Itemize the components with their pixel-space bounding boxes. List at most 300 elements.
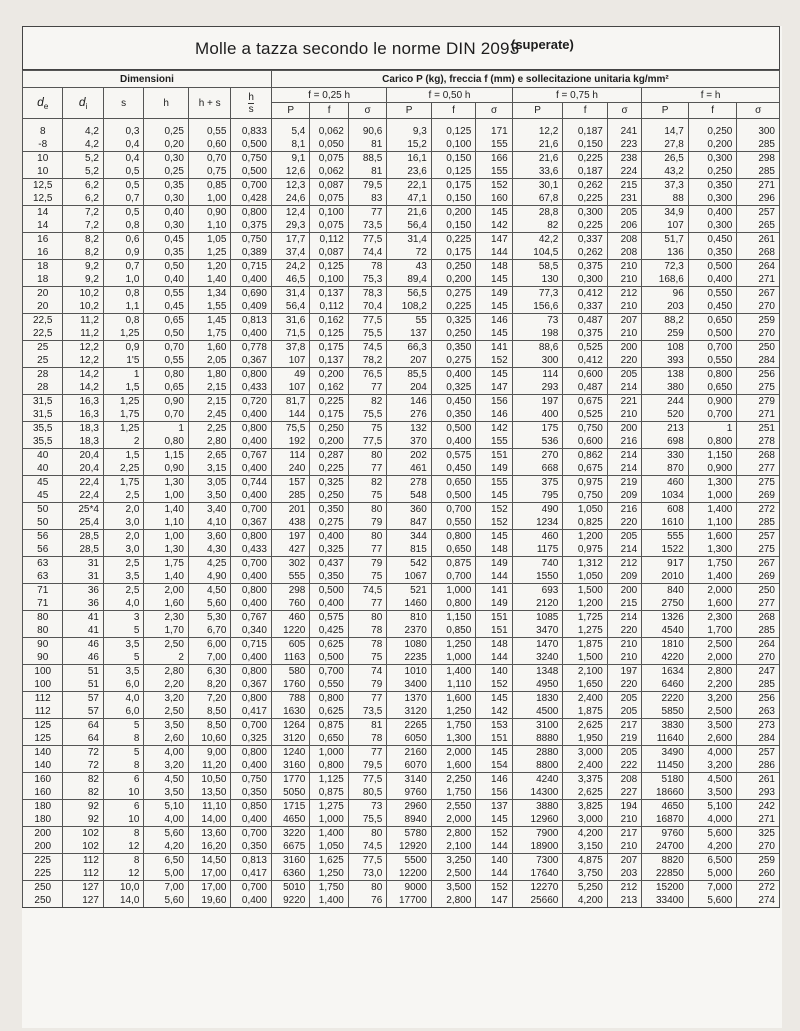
table-cell: 5010 [271,881,309,895]
table-cell: 1,25 [103,422,143,436]
table-cell: 74,5 [348,840,386,854]
table-cell: 224 [607,165,641,179]
table-cell: 3,50 [144,719,189,733]
table-cell: 140 [23,746,63,760]
col-de: $d_e$ [23,88,63,119]
table-cell: 0,3 [103,119,143,139]
table-row [23,165,780,179]
table-cell: 5,600 [688,894,737,908]
table-cell: 151 [476,732,512,746]
table-cell: 3160 [271,759,309,773]
table-row [23,665,780,679]
table-cell: 23,6 [387,165,432,179]
table-cell: 0,400 [431,368,476,382]
table-cell: 58,5 [512,260,563,274]
title-note: (superate) [511,37,574,52]
table-cell: 0,55 [144,287,189,301]
table-cell: 0,225 [563,152,608,166]
table-cell: 2,200 [688,678,737,692]
table-cell: 1,875 [563,705,608,719]
table-cell: 4950 [512,678,563,692]
table-cell: 154 [476,759,512,773]
table-cell: 1522 [642,543,689,557]
table-cell: 9,2 [63,273,103,287]
table-cell: 0,750 [563,422,608,436]
table-cell: 4,00 [144,813,189,827]
table-cell: 0,813 [231,854,272,868]
table-cell: 205 [607,206,641,220]
table-cell: 209 [607,489,641,503]
table-cell: 144 [476,840,512,854]
table-row [23,854,780,868]
table-cell: 21,6 [512,138,563,152]
table-cell: 273 [737,719,780,733]
table-row [23,651,780,665]
table-cell: 108,2 [387,300,432,314]
table-cell: 5 [103,624,143,638]
table-cell: 8,20 [188,678,231,692]
table-cell: 81 [348,165,386,179]
table-cell: 73 [348,800,386,814]
table-cell: 1,20 [188,260,231,274]
table-cell: 210 [607,408,641,422]
table-cell: 12,2 [63,341,103,355]
table-cell: 217 [607,719,641,733]
table-cell: 82 [512,219,563,233]
table-cell: 145 [476,368,512,382]
table-cell: 7900 [512,827,563,841]
table-cell: 3,0 [103,543,143,557]
table-cell: 127 [63,894,103,908]
table-cell: 1,25 [103,327,143,341]
table-row [23,719,780,733]
table-cell: 1,600 [431,759,476,773]
table-cell: 5,60 [144,827,189,841]
table-cell: 222 [607,759,641,773]
table-cell: 112 [63,867,103,881]
table-cell: 0,275 [431,287,476,301]
table-cell: 0,075 [310,152,348,166]
table-cell: 14,2 [63,381,103,395]
table-cell: 50 [23,516,63,530]
table-cell: 1,000 [688,489,737,503]
table-cell: 12200 [387,867,432,881]
table-cell: 380 [642,381,689,395]
table-cell: 285 [737,624,780,638]
table-cell: 0,4 [103,138,143,152]
table-cell: 81,7 [271,395,309,409]
sub-f: f [563,103,608,119]
table-cell: 259 [737,854,780,868]
table-cell: 102 [63,840,103,854]
table-cell: 35,5 [23,435,63,449]
table-cell: 2,100 [563,665,608,679]
table-cell: 24,6 [271,192,309,206]
table-cell: 200 [607,422,641,436]
table-cell: 3470 [512,624,563,638]
table-cell: 0,400 [231,489,272,503]
table-cell: 74,5 [348,584,386,598]
table-cell: 220 [607,354,641,368]
table-cell: 5,60 [144,894,189,908]
table-cell: 0,625 [310,705,348,719]
page-title: Molle a tazza secondo le norme DIN 2093 [195,39,520,58]
table-cell: 2,80 [188,435,231,449]
table-cell: 77 [348,692,386,706]
table-cell: 200 [23,840,63,854]
table-cell: 2 [103,435,143,449]
table-cell: 1 [688,422,737,436]
table-cell: 298 [737,152,780,166]
table-cell: 0,500 [231,138,272,152]
table-cell: 1,875 [563,638,608,652]
table-cell: 78 [348,732,386,746]
table-cell: 1,750 [688,557,737,571]
table-cell: 205 [607,692,641,706]
table-cell: 92 [63,800,103,814]
table-cell: 0,900 [688,462,737,476]
table-cell: 73,5 [348,219,386,233]
table-cell: 815 [387,543,432,557]
table-cell: 6360 [271,867,309,881]
table-cell: 0,350 [310,570,348,584]
table-cell: 0,55 [188,119,231,139]
table-cell: 240 [271,462,309,476]
table-cell: 2,100 [431,840,476,854]
table-cell: 0,30 [144,152,189,166]
table-cell: 0,8 [103,219,143,233]
table-row [23,179,780,193]
table-row [23,300,780,314]
table-cell: 197 [512,395,563,409]
table-cell: 80 [348,881,386,895]
table-cell: 145 [476,813,512,827]
table-cell: 145 [476,206,512,220]
table-cell: 88,2 [642,314,689,328]
table-cell: 213 [607,894,641,908]
table-cell: 138 [642,368,689,382]
table-cell: 0,744 [231,476,272,490]
table-cell: 257 [737,206,780,220]
table-cell: 2,15 [188,395,231,409]
table-cell: 14,7 [642,119,689,139]
table-cell: 1,300 [688,543,737,557]
table-cell: 100 [23,678,63,692]
table-cell: 74 [348,665,386,679]
table-cell: 6,0 [103,678,143,692]
table-cell: 210 [607,651,641,665]
table-cell: 0,625 [310,638,348,652]
table-cell: 0,500 [231,165,272,179]
table-cell: 1,700 [688,624,737,638]
table-cell: 171 [476,119,512,139]
table-cell: 74,5 [348,341,386,355]
table-cell: 1,150 [688,449,737,463]
table-cell: 0,5 [103,179,143,193]
table-cell: 555 [642,530,689,544]
table-cell: 2235 [387,651,432,665]
table-cell: 6,50 [144,854,189,868]
table-row [23,462,780,476]
table-cell: 147 [476,233,512,247]
table-cell: 10,2 [63,300,103,314]
table-cell: 6,00 [188,638,231,652]
table-cell: 580 [271,665,309,679]
table-cell: 0,750 [231,233,272,247]
table-cell: 285 [737,138,780,152]
table-cell: 1,050 [310,840,348,854]
table-cell: 112 [23,692,63,706]
table-cell: 269 [737,489,780,503]
table-row [23,800,780,814]
table-cell: 276 [387,408,432,422]
table-cell: 0,200 [310,368,348,382]
table-cell: 210 [607,327,641,341]
table-cell: 0,35 [144,179,189,193]
table-cell: 275 [737,476,780,490]
table-cell: 3,375 [563,773,608,787]
table-cell: 96 [642,287,689,301]
table-cell: 0,225 [563,219,608,233]
table-cell: 90,6 [348,119,386,139]
table-cell: 268 [737,449,780,463]
table-cell: 1,200 [563,530,608,544]
table-cell: 268 [737,246,780,260]
table-cell: 0,700 [231,557,272,571]
table-cell: 461 [387,462,432,476]
table-cell: 82 [63,786,103,800]
table-cell: 151 [476,624,512,638]
table-cell: 140 [476,665,512,679]
table-cell: 7,000 [688,881,737,895]
table-cell: 17,00 [188,867,231,881]
table-cell: 0,150 [563,138,608,152]
table-cell: 4,000 [688,813,737,827]
table-cell: 0,550 [431,516,476,530]
table-cell: 274 [737,894,780,908]
table-cell: 216 [607,503,641,517]
table-cell: 210 [607,273,641,287]
table-cell: 0,825 [563,516,608,530]
table-cell: 4,500 [688,773,737,787]
table-cell: 3,500 [431,881,476,895]
table-cell: 0,65 [144,381,189,395]
table-cell: 3,20 [144,692,189,706]
table-cell: 9,00 [188,746,231,760]
table-cell: 7,20 [188,692,231,706]
table-cell: 8,1 [271,138,309,152]
table-cell: 206 [607,219,641,233]
table-cell: 285 [271,489,309,503]
table-cell: 300 [512,354,563,368]
table-cell: 12,2 [512,119,563,139]
table-cell: 160 [476,192,512,206]
table-cell: -8 [23,138,63,152]
table-cell: 1,60 [188,341,231,355]
table-cell: 5850 [642,705,689,719]
table-cell: 22,4 [63,489,103,503]
table-cell: 12 [103,840,143,854]
table-cell: 1'5 [103,354,143,368]
table-cell: 227 [607,786,641,800]
table-cell: 56,4 [387,219,432,233]
table-cell: 12,6 [271,165,309,179]
sub-f: f [688,103,737,119]
table-cell: 0,225 [310,395,348,409]
table-cell: 870 [642,462,689,476]
table-cell: 4650 [642,800,689,814]
table-cell: 142 [476,422,512,436]
table-cell: 3,150 [563,840,608,854]
table-cell: 1,150 [431,611,476,625]
table-cell: 4,30 [188,543,231,557]
table-cell: 155 [476,435,512,449]
table-cell: 0,550 [688,287,737,301]
table-cell: 0,225 [563,192,608,206]
table-cell: 0,45 [144,300,189,314]
table-cell: 0,778 [231,341,272,355]
table-cell: 0,400 [231,813,272,827]
table-cell: 146 [476,408,512,422]
table-cell: 0,400 [310,530,348,544]
table-cell: 24,2 [271,260,309,274]
table-cell: 22,5 [23,327,63,341]
table-cell: 55 [387,314,432,328]
table-cell: 8820 [642,854,689,868]
table-cell: 6,0 [103,705,143,719]
table-cell: 10 [103,813,143,827]
table-cell: 0,287 [310,449,348,463]
table-cell: 2370 [387,624,432,638]
table-cell: 56,4 [271,300,309,314]
table-cell: 22,5 [23,314,63,328]
table-cell: 2,25 [103,462,143,476]
table-cell: 152 [476,503,512,517]
table-cell: 2,50 [144,638,189,652]
table-cell: 16 [23,246,63,260]
table-cell: 78,2 [348,354,386,368]
table-cell: 250 [737,341,780,355]
table-row [23,584,780,598]
table-cell: 3,200 [688,759,737,773]
table-cell: 140 [23,759,63,773]
table-cell: 83 [348,192,386,206]
table-cell: 7,2 [63,206,103,220]
table-cell: 12,4 [271,206,309,220]
table-cell: 17,7 [271,233,309,247]
table-cell: 2,45 [188,408,231,422]
table-cell: 0,337 [563,300,608,314]
table-cell: 49 [271,368,309,382]
table-cell: 0,200 [310,435,348,449]
table-cell: 75 [348,651,386,665]
table-cell: 18 [23,273,63,287]
sub-p: P [271,103,309,119]
table-cell: 0,409 [231,300,272,314]
table-cell: 270 [737,651,780,665]
table-cell: 9760 [387,786,432,800]
table-cell: 330 [642,449,689,463]
table-cell: 72 [387,246,432,260]
table-cell: 1067 [387,570,432,584]
table-cell: 4,90 [188,570,231,584]
table-cell: 220 [607,516,641,530]
table-cell: 0,20 [144,138,189,152]
table-cell: 4240 [512,773,563,787]
table-cell: 36 [63,597,103,611]
table-cell: 1240 [271,746,309,760]
table-cell: 152 [476,179,512,193]
table-cell: 50 [23,503,63,517]
table-cell: 1,25 [103,395,143,409]
table-cell: 15,2 [387,138,432,152]
table-cell: 0,150 [431,152,476,166]
table-cell: 149 [476,597,512,611]
table-cell: 0,975 [563,476,608,490]
table-cell: 0,433 [231,381,272,395]
table-cell: 112 [23,705,63,719]
table-cell: 0,7 [103,192,143,206]
table-cell: 1830 [512,692,563,706]
table-cell: 2,625 [563,719,608,733]
table-cell: 70,4 [348,300,386,314]
table-cell: 271 [737,179,780,193]
table-row [23,692,780,706]
table-cell: 1,75 [144,557,189,571]
table-cell: 2750 [642,597,689,611]
table-cell: 270 [737,327,780,341]
table-cell: 27,8 [642,138,689,152]
table-cell: 146 [476,314,512,328]
table-cell: 5 [103,651,143,665]
table-cell: 142 [476,705,512,719]
table-cell: 8,2 [63,233,103,247]
table-cell: 9,3 [387,119,432,139]
table-cell: 0,800 [310,692,348,706]
table-cell: 3,5 [103,638,143,652]
table-cell: 5780 [387,827,432,841]
table-cell: 8800 [512,759,563,773]
table-cell: 275 [737,381,780,395]
table-cell: 0,767 [231,611,272,625]
table-cell: 0,525 [563,341,608,355]
table-cell: 2,400 [563,692,608,706]
table-cell: 0,800 [231,422,272,436]
table-cell: 0,650 [431,543,476,557]
table-row [23,516,780,530]
table-cell: 1,750 [431,786,476,800]
table-cell: 16,3 [63,395,103,409]
table-row [23,678,780,692]
table-cell: 8880 [512,732,563,746]
table-cell: 0,250 [431,260,476,274]
table-cell: 14 [23,219,63,233]
table-cell: 5,100 [688,800,737,814]
table-cell: 1,10 [144,516,189,530]
table-cell: 3490 [642,746,689,760]
table-cell: 64 [63,732,103,746]
table-row [23,759,780,773]
table-cell: 0,225 [431,233,476,247]
table-cell: 79 [348,516,386,530]
table-cell: 14,50 [188,854,231,868]
table-cell: 10 [23,152,63,166]
table-cell: 0,813 [231,314,272,328]
table-cell: 542 [387,557,432,571]
table-cell: 14 [23,206,63,220]
table-row [23,624,780,638]
table-cell: 0,300 [688,192,737,206]
